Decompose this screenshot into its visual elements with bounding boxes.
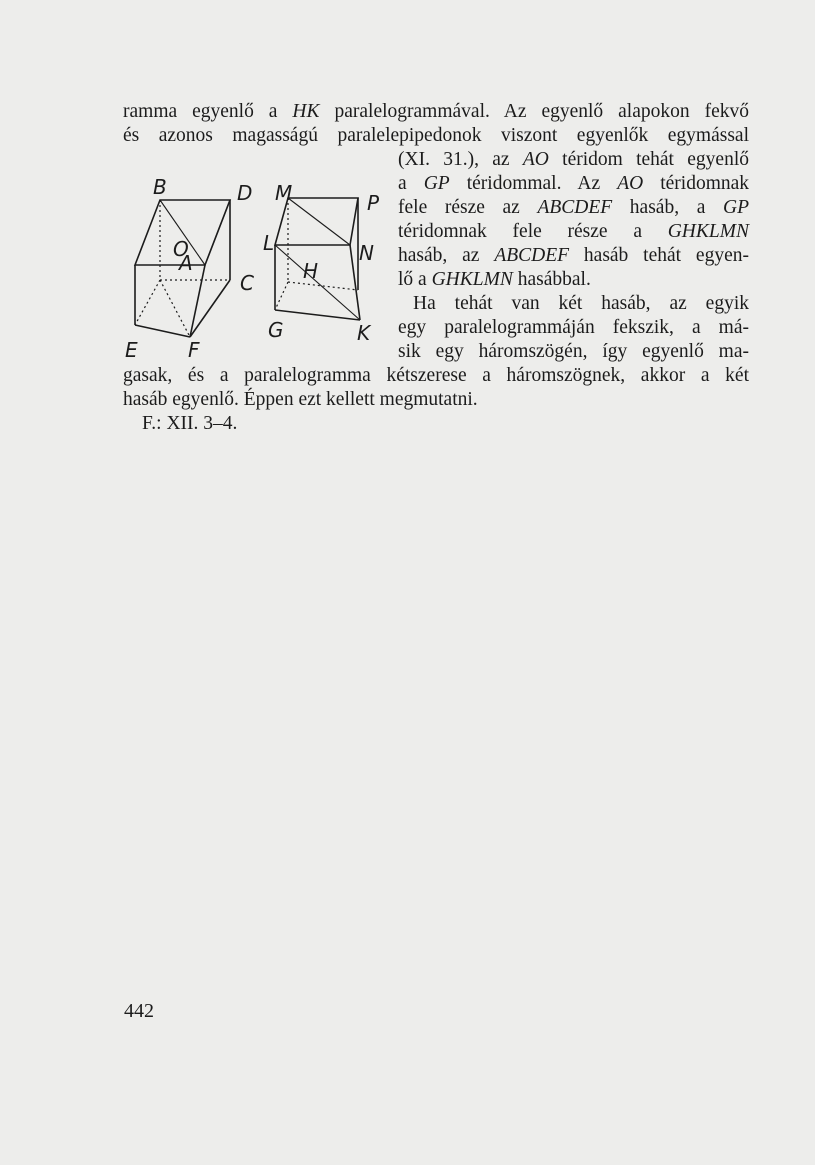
label-P: P — [367, 191, 380, 215]
label-D: D — [237, 181, 253, 205]
text-line-2: és azonos magasságú paralelepipedonok viszont egyenlők egymással — [123, 125, 749, 146]
left-box-edge — [135, 325, 190, 337]
text-line-14: F.: XII. 3–4. — [142, 413, 238, 434]
text-line-9: Ha tehát van két hasáb, az egyik — [413, 293, 749, 314]
label-C: C — [240, 271, 254, 295]
right-box-edge — [275, 310, 360, 320]
label-F: F — [188, 338, 200, 362]
label-B: B — [153, 175, 167, 199]
right-box-hidden-edge — [288, 282, 358, 290]
text-line-13: hasáb egyenlő. Éppen ezt kellett megmutatni. — [123, 389, 478, 410]
label-O: O — [173, 237, 189, 261]
text-line-1: ramma egyenlő a HK paralelogrammával. Az egyenlő alapokon fekvő — [123, 101, 749, 122]
right-box-hidden-edge — [275, 282, 288, 310]
right-box-top-face — [275, 198, 358, 245]
prism-figure — [125, 170, 393, 370]
text-line-12: gasak, és a paralelogramma kétszerese a háromszögnek, akkor a két — [123, 365, 749, 386]
text-line-8: lő a GHKLMN hasábbal. — [398, 269, 591, 290]
label-A: A — [179, 251, 193, 275]
text-line-7: hasáb, az ABCDEF hasáb tehát egyen- — [398, 245, 749, 266]
page-number: 442 — [124, 1000, 154, 1022]
text-line-4: a GP téridommal. Az AO téridomnak — [398, 173, 750, 194]
left-box-hidden-edge — [135, 280, 160, 325]
label-L: L — [263, 231, 275, 255]
label-M: M — [275, 181, 293, 205]
text-line-10: egy paralelogrammáján fekszik, a má- — [398, 317, 749, 338]
left-box-hidden-edge — [160, 280, 190, 337]
label-K: K — [357, 321, 371, 345]
text-line-3: (XI. 31.), az AO téridom tehát egyenlő — [398, 149, 749, 170]
left-box-diagonal — [205, 200, 230, 265]
text-line-5: fele része az ABCDEF hasáb, a GP — [398, 197, 749, 218]
text-line-6: téridomnak fele része a GHKLMN — [398, 221, 749, 242]
label-H: H — [303, 259, 319, 283]
text-line-11: sik egy háromszögén, így egyenlő ma- — [398, 341, 749, 362]
label-N: N — [359, 241, 374, 265]
label-G: G — [268, 318, 284, 342]
right-box-diagonal — [288, 198, 350, 245]
label-E: E — [125, 338, 138, 362]
